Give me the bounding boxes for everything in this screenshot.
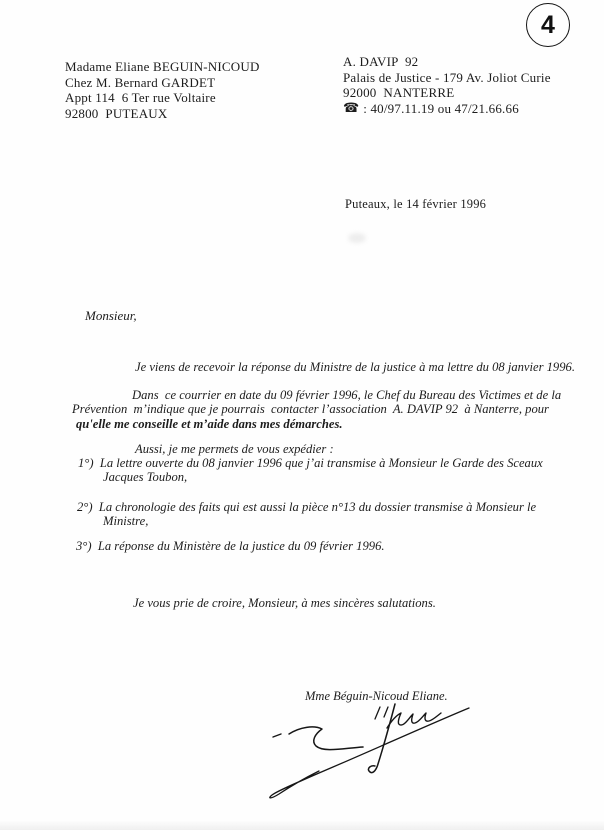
paragraph-2-bold-line: qu'elle me conseille et m’aide dans mes démarches. xyxy=(76,417,343,431)
handwritten-signature xyxy=(245,698,490,806)
list-intro: Aussi, je me permets de vous expédier : xyxy=(135,442,334,456)
recipient-line: Palais de Justice - 179 Av. Joliot Curie xyxy=(343,69,551,85)
scan-smudge xyxy=(348,233,366,243)
sender-line: Appt 114 6 Ter rue Voltaire xyxy=(65,90,216,105)
paragraph-2-line-2: Prévention m’indique que je pourrais contacter l’association A. DAVIP 92 à Nanterre, pour xyxy=(72,402,549,416)
page-number-badge xyxy=(526,3,570,47)
page-number: 4 xyxy=(541,10,555,39)
dateline: Puteaux, le 14 février 1996 xyxy=(345,197,487,211)
sender-line: 92800 PUTEAUX xyxy=(65,105,168,121)
signer-name: Mme Béguin-Nicoud Eliane. xyxy=(305,689,448,703)
sender-address-block xyxy=(65,59,260,121)
recipient-line: 92000 NANTERRE xyxy=(343,85,455,100)
recipient-address-block xyxy=(343,54,551,116)
list-item-3-line-1: 3°) La réponse du Ministère de la justice du 09 février 1996. xyxy=(76,539,385,553)
closing-line: Je vous prie de croire, Monsieur, à mes sincères salutations. xyxy=(133,596,436,610)
salutation: Monsieur, xyxy=(85,308,137,323)
telephone-icon: ☎ xyxy=(343,100,360,116)
phone-line xyxy=(343,101,551,117)
list-item-2-line-1: 2°) La chronologie des faits qui est aussi la pièce n°13 du dossier transmise à Monsieur le xyxy=(77,500,537,514)
paragraph-2-line-1: Dans ce courrier en date du 09 février 1996, le Chef du Bureau des Victimes et de la xyxy=(132,388,562,402)
list-item-2-line-2: Ministre, xyxy=(103,514,149,528)
paragraph-1: Je viens de recevoir la réponse du Ministre de la justice à ma lettre du 08 janvier 1996. xyxy=(135,360,575,374)
scan-edge-shadow xyxy=(0,820,604,830)
list-item-1-line-1: 1°) La lettre ouverte du 08 janvier 1996 que j’ai transmise à Monsieur le Garde des Sceaux xyxy=(78,456,543,470)
sender-line: Madame Eliane BEGUIN-NICOUD xyxy=(65,59,260,74)
recipient-line: A. DAVIP 92 xyxy=(343,54,419,69)
sender-line: Chez M. Bernard GARDET xyxy=(65,74,216,90)
phone-numbers: : 40/97.11.19 ou 47/21.66.66 xyxy=(363,100,519,116)
list-item-1-line-2: Jacques Toubon, xyxy=(103,470,188,484)
